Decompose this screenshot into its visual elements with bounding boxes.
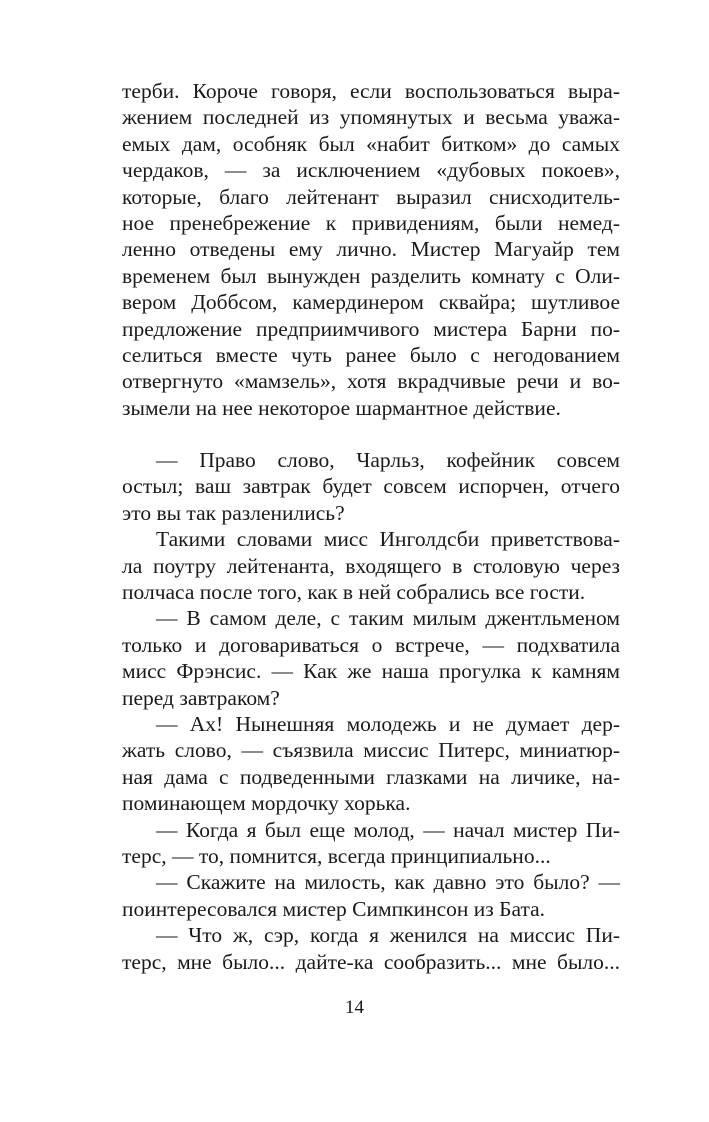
text-line: — Ах! Нынешняя молодежь и не думает дер- — [156, 711, 620, 736]
text-line: — В самом деле, с таким милым джентльменом — [156, 606, 620, 631]
text-line: жением последней из упомянутых и весьма уважа- — [122, 105, 620, 130]
text-line: полчаса после того, как в ней собрались все гости. — [122, 580, 586, 605]
page-body — [122, 78, 620, 975]
page-number: 14 — [345, 997, 364, 1018]
section-break — [122, 421, 620, 447]
text-line: жать слово, — съязвила миссис Питерс, миниатюр- — [122, 738, 620, 763]
text-line: перед завтраком? — [122, 685, 280, 710]
text-line: ла поутру лейтенанта, входящего в столовую через — [122, 553, 620, 578]
text-line: терс, — то, помнится, всегда принципиально... — [122, 843, 551, 868]
text-line: — Что ж, сэр, когда я женился на миссис Пи- — [156, 923, 620, 948]
text-line: мисс Фрэнсис. — Как же наша прогулка к камням — [122, 659, 620, 684]
text-line: селиться вместе чуть ранее было с негодованием — [122, 342, 620, 367]
paragraph — [122, 922, 620, 975]
text-line: зымели на нее некоторое шармантное действие. — [122, 395, 561, 420]
text-line: емых дам, особняк был «набит битком» до самых — [122, 131, 620, 156]
text-line: ленно отведены ему лично. Мистер Магуайр тем — [122, 237, 620, 262]
paragraph — [122, 78, 620, 421]
text-line: это вы так разленились? — [122, 500, 345, 525]
text-line: терс, мне было... дайте-ка сообразить... мне было... — [122, 949, 620, 974]
paragraph — [122, 526, 620, 605]
text-line: остыл; ваш завтрак будет совсем испорчен, отчего — [122, 474, 620, 499]
text-line: терби. Короче говоря, если воспользоваться выра- — [122, 79, 620, 103]
text-line: поминающем мордочку хорька. — [122, 791, 411, 816]
paragraph — [122, 869, 620, 922]
paragraph — [122, 711, 620, 817]
paragraph — [122, 447, 620, 526]
paragraph — [122, 605, 620, 711]
text-line: — Когда я был еще молод, — начал мистер Пи- — [156, 817, 620, 842]
text-line: ное пренебрежение к привидениям, были немед- — [122, 210, 620, 235]
text-line: предложение предприимчивого мистера Барни по- — [122, 316, 620, 341]
text-line: временем был вынужден разделить комнату с Оли- — [122, 263, 620, 288]
text-line: поинтересовался мистер Симпкинсон из Бата. — [122, 896, 546, 921]
text-line: ная дама с подведенными глазками на личике, на- — [122, 764, 620, 789]
text-line: которые, благо лейтенант выразил снисходитель- — [122, 184, 620, 209]
text-line: — Скажите на милость, как давно это было? — — [156, 870, 620, 895]
text-line: чердаков, — за исключением «дубовых покоев», — [122, 158, 620, 183]
text-line: отвергнуто «мамзель», хотя вкрадчивые речи и во- — [122, 369, 620, 394]
paragraph — [122, 817, 620, 870]
text-line: вером Доббсом, камердинером сквайра; шутливое — [122, 290, 620, 315]
text-line: — Право слово, Чарльз, кофейник совсем — [156, 448, 620, 473]
text-line: только и договариваться о встрече, — подхватила — [122, 632, 620, 657]
text-line: Такими словами мисс Инголдсби приветствова- — [156, 527, 620, 552]
